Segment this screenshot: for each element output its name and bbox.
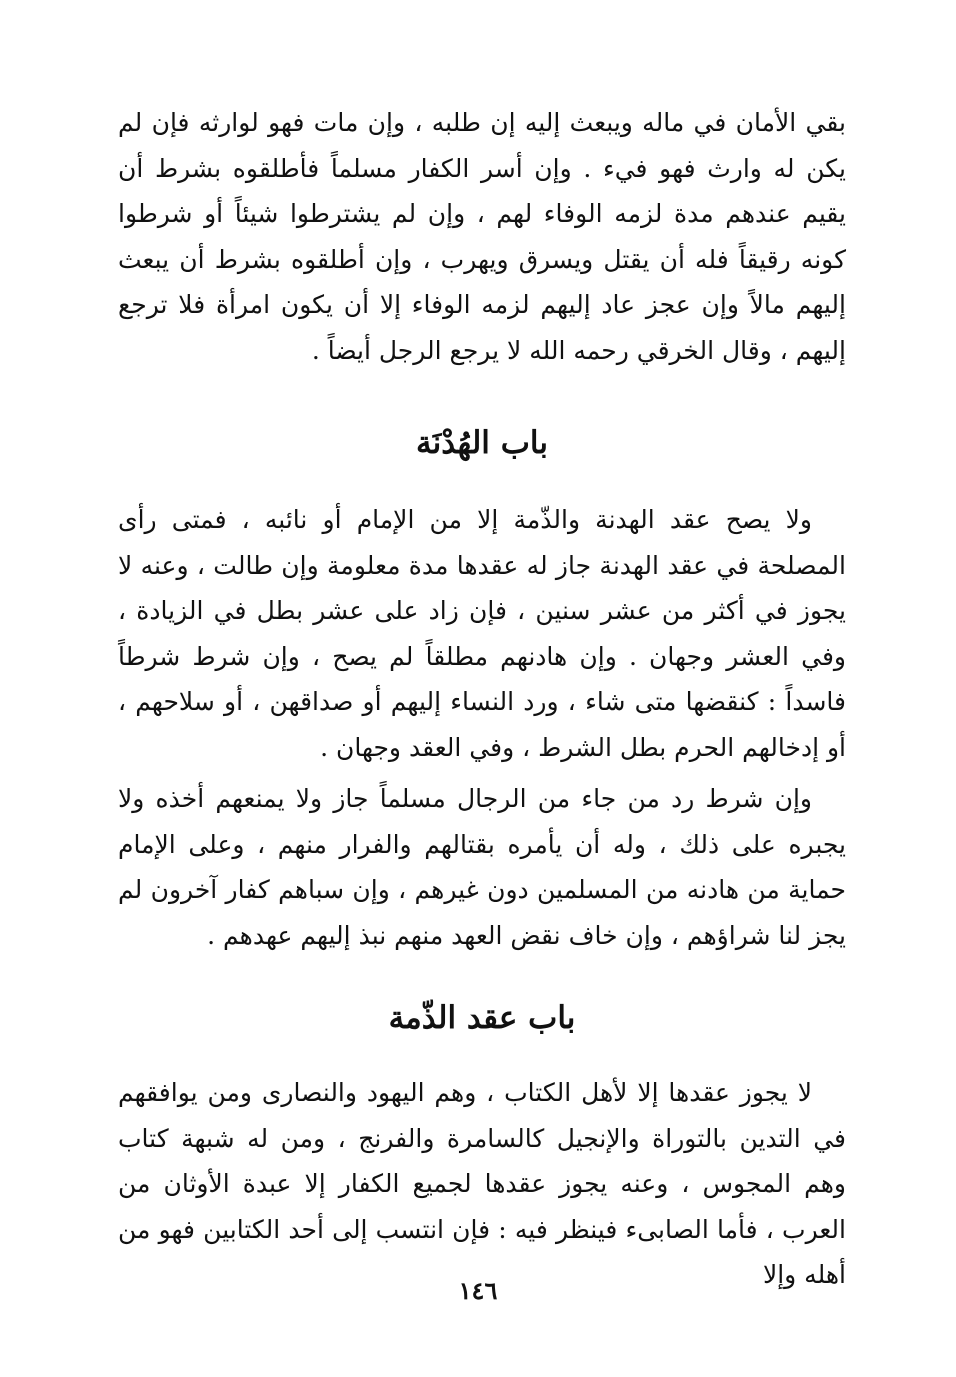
intro-paragraph: بقي الأمان في ماله ويبعث إليه إن طلبه ، وإن مات فهو لوارثه فإن لم يكن له وارث فهو فيء . وإن أسر الكفار مسلماً فأطلقوه بشرط أن يقيم عندهم مدة لزمه الوفاء لهم ، وإن لم يشترطوا شيئاً أو شرطوا كونه رقيقاً فله أن يقتل ويسرق ويهرب ، وإن أطلقوه بشرط أن يبعث إليهم مالاً وإن عجز عاد إليهم لزمه الوفاء إلا أن يكون امرأة فلا ترجع إليهم ، وقال الخرقي رحمه الله لا يرجع الرجل أيضاً . (118, 108, 846, 365)
page-body (118, 100, 846, 1298)
section-title-hudna: باب الهُدْنَة (416, 425, 548, 461)
page-number: ١٤٦ (458, 1276, 498, 1305)
dhimma-paragraph-1: لا يجوز عقدها إلا لأهل الكتاب ، وهم اليهود والنصارى ومن يوافقهم في التدين بالتوراة والإنجيل كالسامرة والفرنج ، ومن له شبهة كتاب وهم المجوس ، وعنه يجوز عقدها لجميع الكفار إلا عبدة الأوثان من العرب ، فأما الصابىء فينظر فيه : فإن انتسب إلى أحد الكتابين فهو من أهله وإلا (118, 1078, 847, 1289)
section-title-dhimma: باب عقد الذّمة (388, 1000, 576, 1036)
hudna-paragraph-2: وإن شرط رد من جاء من الرجال مسلماً جاز ولا يمنعهم أخذه ولا يجبره على ذلك ، وله أن يأمره بقتالهم والفرار منهم ، وعلى الإمام حماية من هادنه من المسلمين دون غيرهم ، وإن سباهم كفار آخرون لم يجز لنا شراؤهم ، وإن خاف نقض العهد منهم نبذ إليهم عهدهم . (118, 784, 846, 950)
hudna-paragraph-1: ولا يصح عقد الهدنة والذّمة إلا من الإمام أو نائبه ، فمتى رأى المصلحة في عقد الهدنة جاز له عقدها مدة معلومة وإن طالت ، وعنه لا يجوز في أكثر من عشر سنين ، فإن زاد على عشر بطل في الزيادة ، وفي العشر وجهان . وإن هادنهم مطلقاً لم يصح ، وإن شرط شرطاً فاسداً : كنقضها متى شاء ، ورد النساء إليهم أو صداقهن ، أو سلاحهم ، أو إدخالهم الحرم بطل الشرط ، وفي العقد وجهان . (118, 505, 846, 762)
